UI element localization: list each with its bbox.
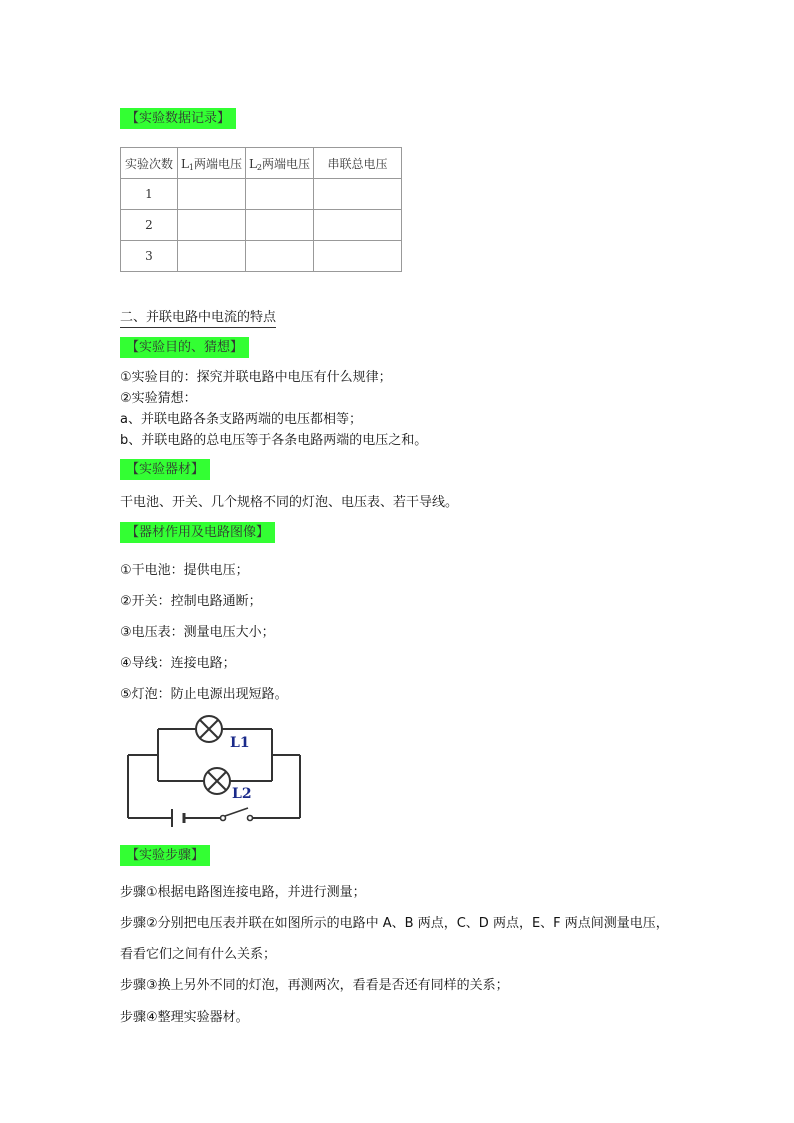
table-row (121, 210, 402, 241)
lamp-1-icon (196, 716, 222, 742)
section-heading-parallel-circuit: 二、并联电路中电流的特点 (120, 306, 276, 328)
purpose-line: a、并联电路各条支路两端的电压都相等； (120, 412, 362, 427)
role-line: ⑤灯泡：防止电源出现短路。 (120, 687, 288, 702)
step-line: 步骤③换上另外不同的灯泡，再测两次，看看是否还有同样的关系； (120, 978, 509, 993)
lamp-1-label: L1 (230, 735, 250, 751)
role-line: ②开关：控制电路通断； (120, 594, 262, 609)
section-label-purpose: 【实验目的、猜想】 (120, 337, 249, 358)
step-line: 步骤①根据电路图连接电路，并进行测量； (120, 885, 366, 900)
step-line: 看看它们之间有什么关系； (120, 947, 277, 962)
header-text: L (248, 156, 257, 171)
equipment-text: 干电池、开关、几个规格不同的灯泡、电压表、若干导线。 (120, 495, 459, 510)
subscript: 2 (256, 162, 263, 172)
table-row (121, 179, 402, 210)
battery-icon (172, 809, 184, 827)
table-cell (246, 210, 314, 241)
section-label-equipment: 【实验器材】 (120, 459, 210, 480)
table-header (314, 148, 402, 179)
switch-icon (221, 808, 253, 821)
role-line: ④导线：连接电路； (120, 656, 236, 671)
step-line: 步骤④整理实验器材。 (120, 1010, 249, 1025)
header-text: 两端电压 (262, 156, 311, 171)
table-header (178, 148, 246, 179)
section-label-data-record: 【实验数据记录】 (120, 108, 236, 129)
header-text: 串联总电压 (327, 156, 388, 171)
section-label-steps: 【实验步骤】 (120, 845, 210, 866)
circuit-wires (128, 729, 300, 818)
table-cell (246, 179, 314, 210)
lamp-2-label: L2 (232, 786, 252, 802)
table-cell (178, 210, 246, 241)
table-cell (178, 179, 246, 210)
purpose-line: b、并联电路的总电压等于各条电路两端的电压之和。 (120, 433, 428, 448)
header-text: 两端电压 (194, 156, 243, 171)
table-cell (178, 241, 246, 272)
purpose-line: ①实验目的：探究并联电路中电压有什么规律； (120, 370, 392, 385)
data-table (120, 147, 402, 272)
header-text: 实验次数 (124, 156, 173, 171)
lamp-2-icon (204, 768, 230, 794)
step-line: 步骤②分别把电压表并联在如图所示的电路中 A、B 两点，C、D 两点，E、F 两点间测量电压， (120, 916, 669, 931)
role-line: ③电压表：测量电压大小； (120, 625, 275, 640)
table-header (246, 148, 314, 179)
purpose-line: ②实验猜想： (120, 391, 197, 406)
table-cell (314, 210, 402, 241)
table-header (121, 148, 178, 179)
role-line: ①干电池：提供电压； (120, 563, 249, 578)
table-cell (314, 179, 402, 210)
subscript: 1 (188, 162, 195, 172)
table-cell (314, 241, 402, 272)
parallel-circuit-diagram (120, 715, 310, 837)
table-cell: 2 (121, 210, 178, 241)
table-row (121, 241, 402, 272)
table-header-row (121, 148, 402, 179)
table-cell: 3 (121, 241, 178, 272)
section-label-roles: 【器材作用及电路图像】 (120, 522, 275, 543)
table-cell: 1 (121, 179, 178, 210)
header-text: L (180, 156, 189, 171)
table-cell (246, 241, 314, 272)
